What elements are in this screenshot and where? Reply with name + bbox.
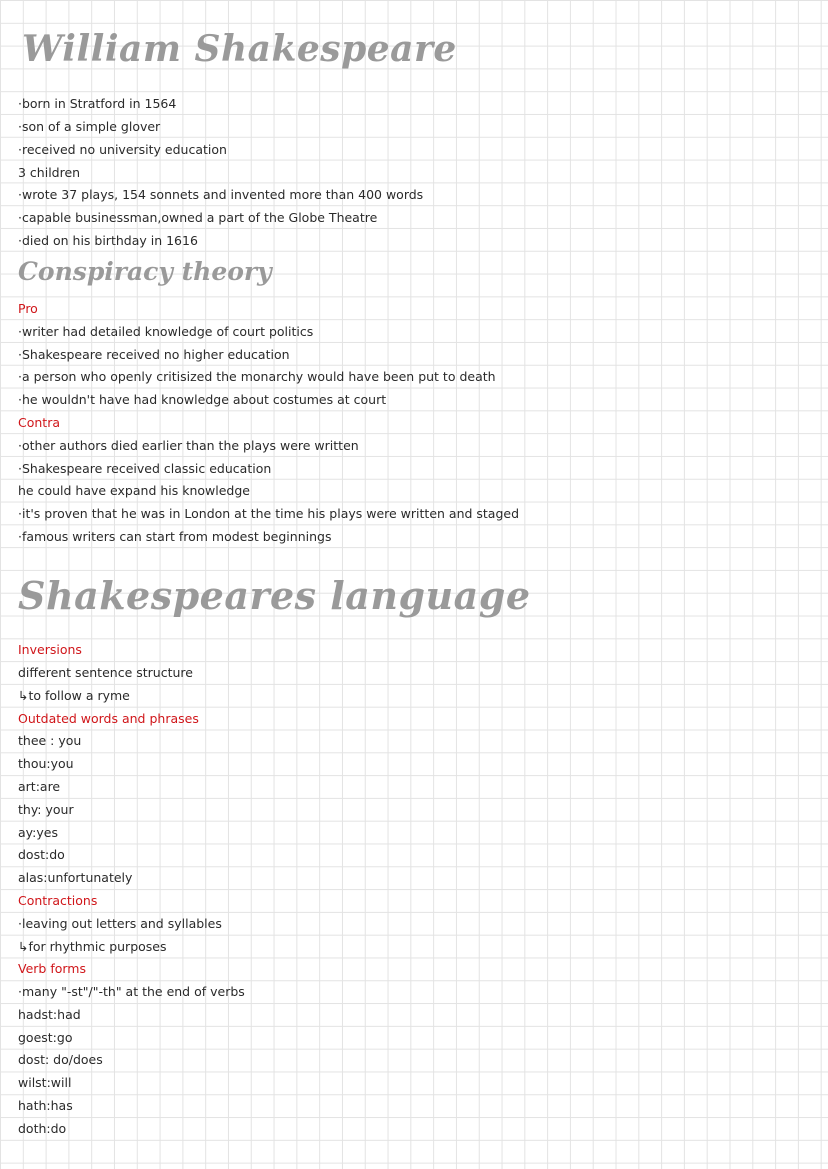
pro-label: Pro bbox=[18, 301, 38, 316]
bio-line: 3 children bbox=[18, 165, 81, 180]
contra-item: ·famous writers can start from modest beginnings bbox=[18, 529, 332, 544]
verb-item: wilst:will bbox=[18, 1075, 72, 1090]
verb-item: hadst:had bbox=[18, 1007, 81, 1022]
bio-line: ·born in Stratford in 1564 bbox=[18, 96, 177, 111]
contra-item: he could have expand his knowledge bbox=[18, 483, 250, 498]
outdated-item: thy: your bbox=[18, 802, 74, 817]
bio-line: ·capable businessman,owned a part of the Globe Theatre bbox=[18, 210, 378, 225]
contra-item: ·Shakespeare received classic education bbox=[18, 461, 272, 476]
outdated-item: art:are bbox=[18, 779, 61, 794]
contra-item: ·other authors died earlier than the plays were written bbox=[18, 438, 359, 453]
contractions-item: ·leaving out letters and syllables bbox=[18, 916, 222, 931]
outdated-item: thou:you bbox=[18, 756, 74, 771]
verb-item: ·many "-st"/"-th" at the end of verbs bbox=[18, 984, 245, 999]
inversions-label: Inversions bbox=[18, 642, 82, 657]
pro-item: ·a person who openly critisized the monarchy would have been put to death bbox=[18, 369, 496, 384]
inversions-item: ↳to follow a ryme bbox=[18, 688, 130, 703]
contractions-label: Contractions bbox=[18, 893, 98, 908]
verb-item: doth:do bbox=[18, 1121, 67, 1136]
outdated-label: Outdated words and phrases bbox=[18, 711, 199, 726]
contra-item: ·it's proven that he was in London at the time his plays were written and staged bbox=[18, 506, 520, 521]
inversions-item: different sentence structure bbox=[18, 665, 193, 680]
bio-line: ·died on his birthday in 1616 bbox=[18, 233, 198, 248]
contractions-item: ↳for rhythmic purposes bbox=[18, 939, 167, 954]
outdated-item: ay:yes bbox=[18, 825, 58, 840]
bio-line: ·son of a simple glover bbox=[18, 119, 161, 134]
verb-forms-label: Verb forms bbox=[18, 961, 86, 976]
bio-line: ·wrote 37 plays, 154 sonnets and invented more than 400 words bbox=[18, 187, 424, 202]
pro-item: ·he wouldn't have had knowledge about costumes at court bbox=[18, 392, 387, 407]
verb-item: goest:go bbox=[18, 1030, 73, 1045]
conspiracy-heading: Conspiracy theory bbox=[18, 257, 272, 286]
outdated-item: thee : you bbox=[18, 733, 82, 748]
pro-item: ·Shakespeare received no higher education bbox=[18, 347, 290, 362]
language-heading: Shakespeares language bbox=[18, 573, 531, 618]
verb-item: hath:has bbox=[18, 1098, 73, 1113]
pro-item: ·writer had detailed knowledge of court politics bbox=[18, 324, 314, 339]
outdated-item: alas:unfortunately bbox=[18, 870, 133, 885]
page-title: William Shakespeare bbox=[22, 28, 457, 70]
outdated-item: dost:do bbox=[18, 847, 65, 862]
bio-line: ·received no university education bbox=[18, 142, 227, 157]
verb-item: dost: do/does bbox=[18, 1052, 103, 1067]
contra-label: Contra bbox=[18, 415, 60, 430]
